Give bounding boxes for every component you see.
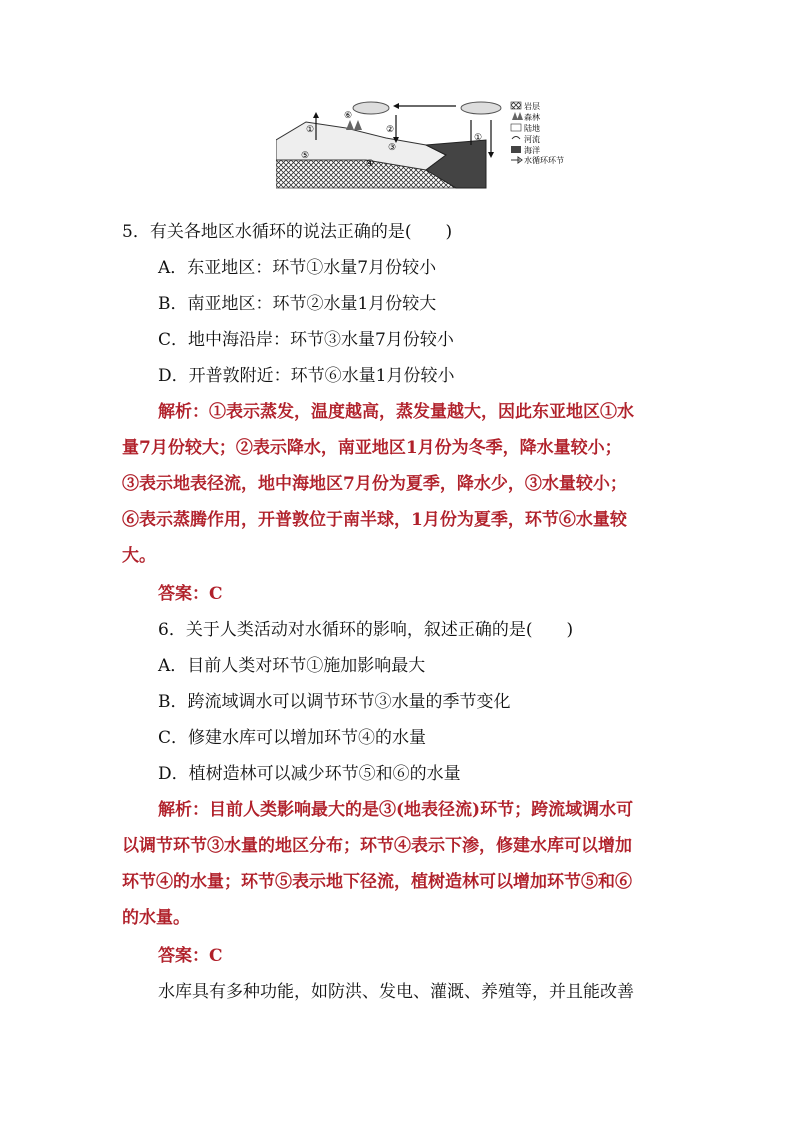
q5-explanation-line4: ⑥表示蒸腾作用，开普敦位于南半球，1月份为夏季，环节⑥水量较: [122, 510, 627, 530]
q5-option-a: A．东亚地区：环节①水量7月份较小: [158, 258, 437, 278]
q6-option-d: D．植树造林可以减少环节⑤和⑥的水量: [158, 764, 461, 784]
svg-text:海洋: 海洋: [524, 146, 540, 155]
label-groundwater: ⑤: [301, 151, 310, 161]
q6-stem: 6．关于人类活动对水循环的影响，叙述正确的是( ): [158, 620, 574, 640]
q5-explanation-label: 解析: [158, 402, 192, 422]
q6-answer: 答案：C: [158, 946, 223, 966]
q6-explanation-line3: 环节④的水量；环节⑤表示地下径流，植树造林可以增加环节⑤和⑥: [122, 872, 632, 892]
q6-option-c: C．修建水库可以增加环节④的水量: [158, 728, 427, 748]
label-precipitation: ②: [386, 125, 395, 135]
diagram-legend: [511, 101, 564, 165]
q6-explanation-line1: 解析：目前人类影响最大的是③(地表径流)环节；跨流域调水可: [158, 800, 634, 820]
label-infiltration: ④: [366, 159, 375, 169]
q6-option-a: A．目前人类对环节①施加影响最大: [158, 656, 426, 676]
svg-text:河流: 河流: [524, 135, 540, 144]
svg-text:森林: 森林: [524, 113, 540, 122]
q5-explanation-line2: 量7月份较大；②表示降水，南亚地区1月份为冬季，降水量较小；: [122, 438, 622, 458]
q5-explanation-line5: 大。: [122, 546, 156, 566]
q6-explanation-label: 解析: [158, 800, 192, 820]
label-evaporation-ocean: ①: [474, 133, 483, 143]
q5-explanation-line1: 解析：①表示蒸发，温度越高，蒸发量越大，因此东亚地区①水: [158, 402, 634, 422]
q5-stem: 5．有关各地区水循环的说法正确的是( ): [122, 222, 453, 242]
q5-option-d: D．开普敦附近：环节⑥水量1月份较小: [158, 366, 455, 386]
svg-text:岩层: 岩层: [524, 102, 540, 111]
q5-answer: 答案：C: [158, 584, 223, 604]
q5-option-b: B．南亚地区：环节②水量1月份较大: [158, 294, 437, 314]
label-runoff: ③: [388, 143, 397, 153]
q6-option-b: B．跨流域调水可以调节环节③水量的季节变化: [158, 692, 511, 712]
label-transpiration: ⑥: [344, 111, 353, 121]
q5-explanation-line3: ③表示地表径流，地中海地区7月份为夏季，降水少，③水量较小；: [122, 474, 627, 494]
svg-text:陆地: 陆地: [524, 124, 540, 133]
q6-explanation-line4: 的水量。: [122, 908, 190, 928]
q6-explanation-line2: 以调节环节③水量的地区分布；环节④表示下渗，修建水库可以增加: [122, 836, 632, 856]
next-paragraph: 水库具有多种功能，如防洪、发电、灌溉、养殖等，并且能改善: [158, 982, 634, 1002]
svg-text:水循环环节: 水循环环节: [524, 156, 564, 165]
label-evaporation: ①: [306, 125, 315, 135]
water-cycle-diagram: [276, 100, 586, 210]
q5-option-c: C．地中海沿岸：环节③水量7月份较小: [158, 330, 454, 350]
